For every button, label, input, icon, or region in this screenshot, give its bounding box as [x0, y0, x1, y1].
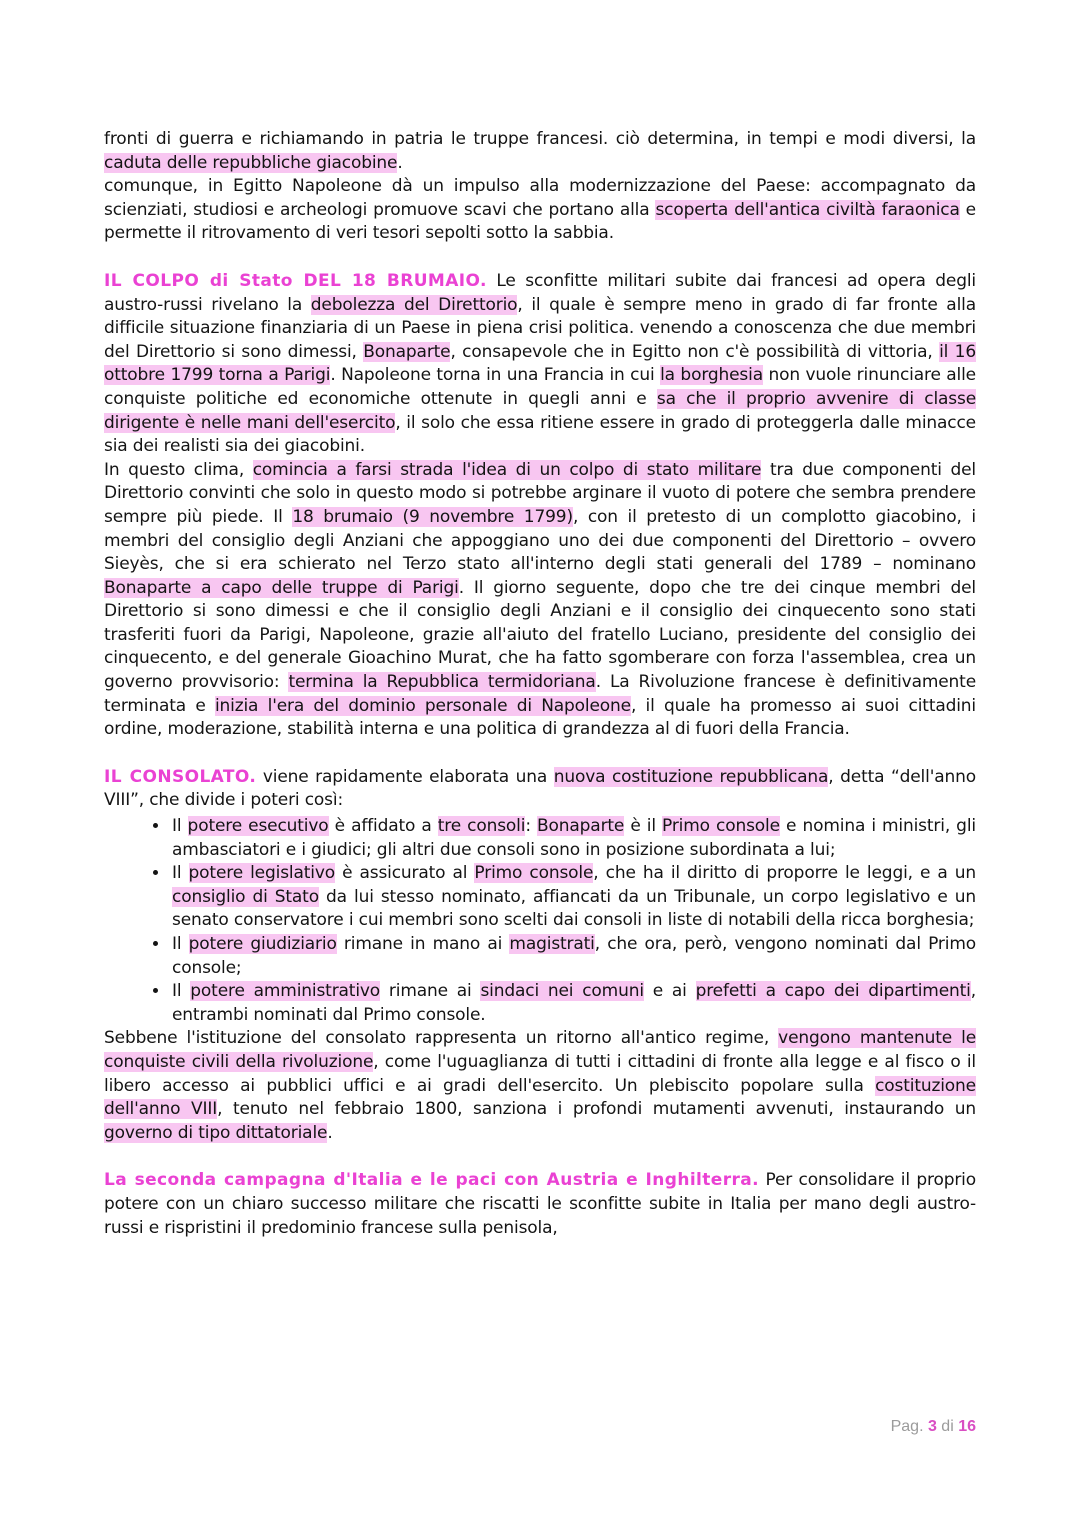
text-run: e nomina i ministri, gli ambasciatori e i giudici; gli altri due consoli sono in posizione subordinata a lui;	[172, 816, 976, 860]
highlighted-text: consiglio di Stato	[172, 886, 319, 907]
text-run: , entrambi nominati dal Primo console.	[172, 981, 976, 1025]
text-run: , detta “dell'anno VIII”, che divide i poteri così:	[104, 766, 976, 811]
section-heading: La seconda campagna d'Italia e le paci con Austria e Inghilterra.	[104, 1170, 760, 1191]
paragraph-egitto	[104, 175, 976, 246]
paragraph-18-brumaio	[104, 459, 976, 742]
text-run: Il	[172, 981, 191, 1002]
text-run: da lui stesso nominato, affiancati da un Tribunale, un corpo legislativo e un senato conservatore i cui membri sono scelti dai consoli in liste di notabili della ricca borghesia;	[172, 886, 976, 931]
text-run: . La Rivoluzione francese è definitivamente terminata e	[104, 672, 976, 716]
text-run: e permette il ritrovamento di veri tesori sepolti sotto la sabbia.	[104, 199, 976, 244]
text-run: Il	[172, 934, 189, 954]
text-run: rimane ai	[380, 981, 481, 1002]
text-run: , il solo che essa ritiene essere in grado di proteggerla dalle minacce sia dei realisti sia dei giacobini.	[104, 412, 976, 457]
highlighted-text: costituzione dell'anno VIII	[104, 1075, 976, 1120]
page-prefix: Pag.	[890, 1418, 928, 1435]
highlighted-text: termina la Repubblica termidoriana	[288, 672, 596, 693]
highlighted-text: la borghesia	[660, 365, 763, 386]
text-run: .	[397, 152, 403, 173]
highlighted-text: potere esecutivo	[187, 816, 329, 837]
page-number	[891, 1418, 976, 1436]
highlighted-text: vengono mantenute le conquiste civili della rivoluzione	[104, 1028, 977, 1072]
highlighted-text: inizia l'era del dominio personale di Napoleone	[214, 695, 631, 716]
list-item-potere-giudiziario	[170, 933, 976, 980]
text-run: . Napoleone torna in una Francia in cui	[330, 365, 661, 386]
text-run: , il quale ha promesso ai suoi cittadini ordine, moderazione, stabilità interna e una politica di grandezza al di fuori della Francia.	[104, 695, 977, 740]
paragraph-truppe	[104, 128, 976, 175]
text-run: Sebbene l'istituzione del consolato rappresenta un ritorno all'antico regime,	[104, 1028, 779, 1049]
highlighted-text: potere amministrativo	[190, 981, 381, 1002]
text-run: , il quale è sempre meno in grado di far fronte alla difficile situazione finanziaria di un Paese in piena crisi politica. venendo a conoscenza che due membri del Direttorio si sono dimessi,	[104, 294, 976, 362]
text-run: non vuole rinunciare alle conquiste politiche ed economiche ottenute in quegli anni e	[104, 365, 976, 409]
highlighted-text: potere giudiziario	[188, 934, 337, 954]
text-run: Il	[172, 863, 189, 884]
text-run: , che ha il diritto di proporre le leggi, e a un	[593, 863, 976, 884]
highlighted-text: Bonaparte	[537, 816, 625, 837]
highlighted-text: magistrati	[509, 934, 595, 954]
text-run: Il	[172, 816, 188, 837]
highlighted-text: Bonaparte a capo delle truppe di Parigi	[104, 577, 459, 598]
highlighted-text: prefetti a capo dei dipartimenti	[695, 981, 971, 1002]
highlighted-text: Bonaparte	[363, 341, 451, 362]
highlighted-text: Primo console	[662, 816, 780, 837]
total-pages: 16	[958, 1418, 976, 1435]
highlighted-text: il 16 ottobre 1799 torna a Parigi	[104, 341, 976, 386]
text-run: è assicurato al	[335, 863, 475, 884]
text-run: , come l'uguaglianza di tutti i cittadini di fronte alla legge e al fisco o il libero accesso ai pubblici uffici e ai gradi dell'esercito. Un plebiscito popolare sulla	[104, 1051, 976, 1096]
highlighted-text: debolezza del Direttorio	[310, 294, 518, 315]
text-run: è il	[624, 816, 663, 837]
text-run: fronti di guerra e richiamando in patria le truppe francesi. ciò determina, in tempi e modi diversi, la	[104, 129, 976, 149]
highlighted-text: nuova costituzione repubblicana	[553, 766, 829, 787]
poteri-list	[104, 815, 976, 1027]
text-run: , tenuto nel febbraio 1800, sanziona i profondi mutamenti avvenuti, instaurando un	[217, 1099, 976, 1120]
section-seconda-campagna	[104, 1169, 976, 1240]
highlighted-text: sa che il proprio avvenire di classe dirigente è nelle mani dell'esercito	[104, 388, 977, 433]
highlighted-text: Primo console	[474, 863, 594, 884]
text-run: , con il pretesto di un complotto giacobino, i membri del consiglio degli Anziani che appoggiano uno dei due componenti del Direttorio – ovvero Sieyès, che si era schierato nel Terzo stato all'interno degli stati generali del 1789 – nominano	[104, 506, 976, 575]
text-run: Per consolidare il proprio potere con un chiaro successo militare che riscatti le sconfitte subite in Italia per mano degli austro-russi e rispristini il predominio francese sulla penisola,	[104, 1170, 977, 1238]
section-colpo-di-stato	[104, 270, 976, 459]
text-run: tra due componenti del Direttorio convinti che solo in questo modo si potrebbe arginare il vuoto di potere che sembra prendere sempre più piede. Il	[104, 459, 976, 527]
list-item-potere-amministrativo	[170, 980, 976, 1027]
text-run: e ai	[643, 981, 696, 1002]
text-run: viene rapidamente elaborata una	[256, 766, 554, 787]
text-run: In questo clima,	[104, 459, 253, 480]
section-consolato	[104, 766, 976, 813]
text-run: , consapevole che in Egitto non c'è possibilità di vittoria,	[450, 341, 940, 362]
text-run: .	[327, 1122, 333, 1143]
current-page: 3	[927, 1418, 937, 1435]
text-run: è affidato a	[328, 816, 438, 837]
list-item-potere-esecutivo	[170, 815, 976, 862]
text-run: comunque, in Egitto Napoleone dà un impulso alla modernizzazione del Paese: accompagnato da scienziati, studiosi e archeologi promuove scavi che portano alla	[104, 176, 976, 220]
section-heading: IL CONSOLATO.	[104, 766, 257, 787]
text-run: . Il giorno seguente, dopo che tre dei cinque membri del Direttorio si sono dimessi e che il consiglio degli Anziani e il consiglio dei cinquecento sono stati trasferiti fuori da Parigi, Napoleone, grazie all'aiuto del fratello Luciano, presidente del consiglio dei cinquecento, e del generale Gioachino Murat, che ha fatto sgomberare con forza l'assemblea, crea un governo provvisorio:	[104, 577, 977, 693]
highlighted-text: 18 brumaio (9 novembre 1799)	[292, 506, 573, 527]
text-run: , che ora, però, vengono nominati dal Primo console;	[172, 934, 976, 978]
paragraph-plebiscito	[104, 1027, 976, 1145]
highlighted-text: governo di tipo dittatoriale	[104, 1122, 328, 1143]
list-item-potere-legislativo	[170, 862, 976, 933]
highlighted-text: tre consoli	[437, 816, 526, 837]
highlighted-text: caduta delle repubbliche giacobine	[104, 152, 398, 173]
text-run: :	[525, 816, 538, 837]
highlighted-text: sindaci nei comuni	[480, 981, 644, 1002]
text-run: rimane in mano ai	[336, 934, 510, 954]
text-run: Le sconfitte militari subite dai francesi ad opera degli austro-russi rivelano la	[104, 270, 976, 315]
highlighted-text: comincia a farsi strada l'idea di un colpo di stato militare	[252, 459, 762, 480]
section-heading: IL COLPO di Stato DEL 18 BRUMAIO.	[104, 270, 487, 291]
highlighted-text: potere legislativo	[188, 863, 335, 884]
page-separator: di	[936, 1418, 959, 1435]
highlighted-text: scoperta dell'antica civiltà faraonica	[655, 199, 960, 220]
